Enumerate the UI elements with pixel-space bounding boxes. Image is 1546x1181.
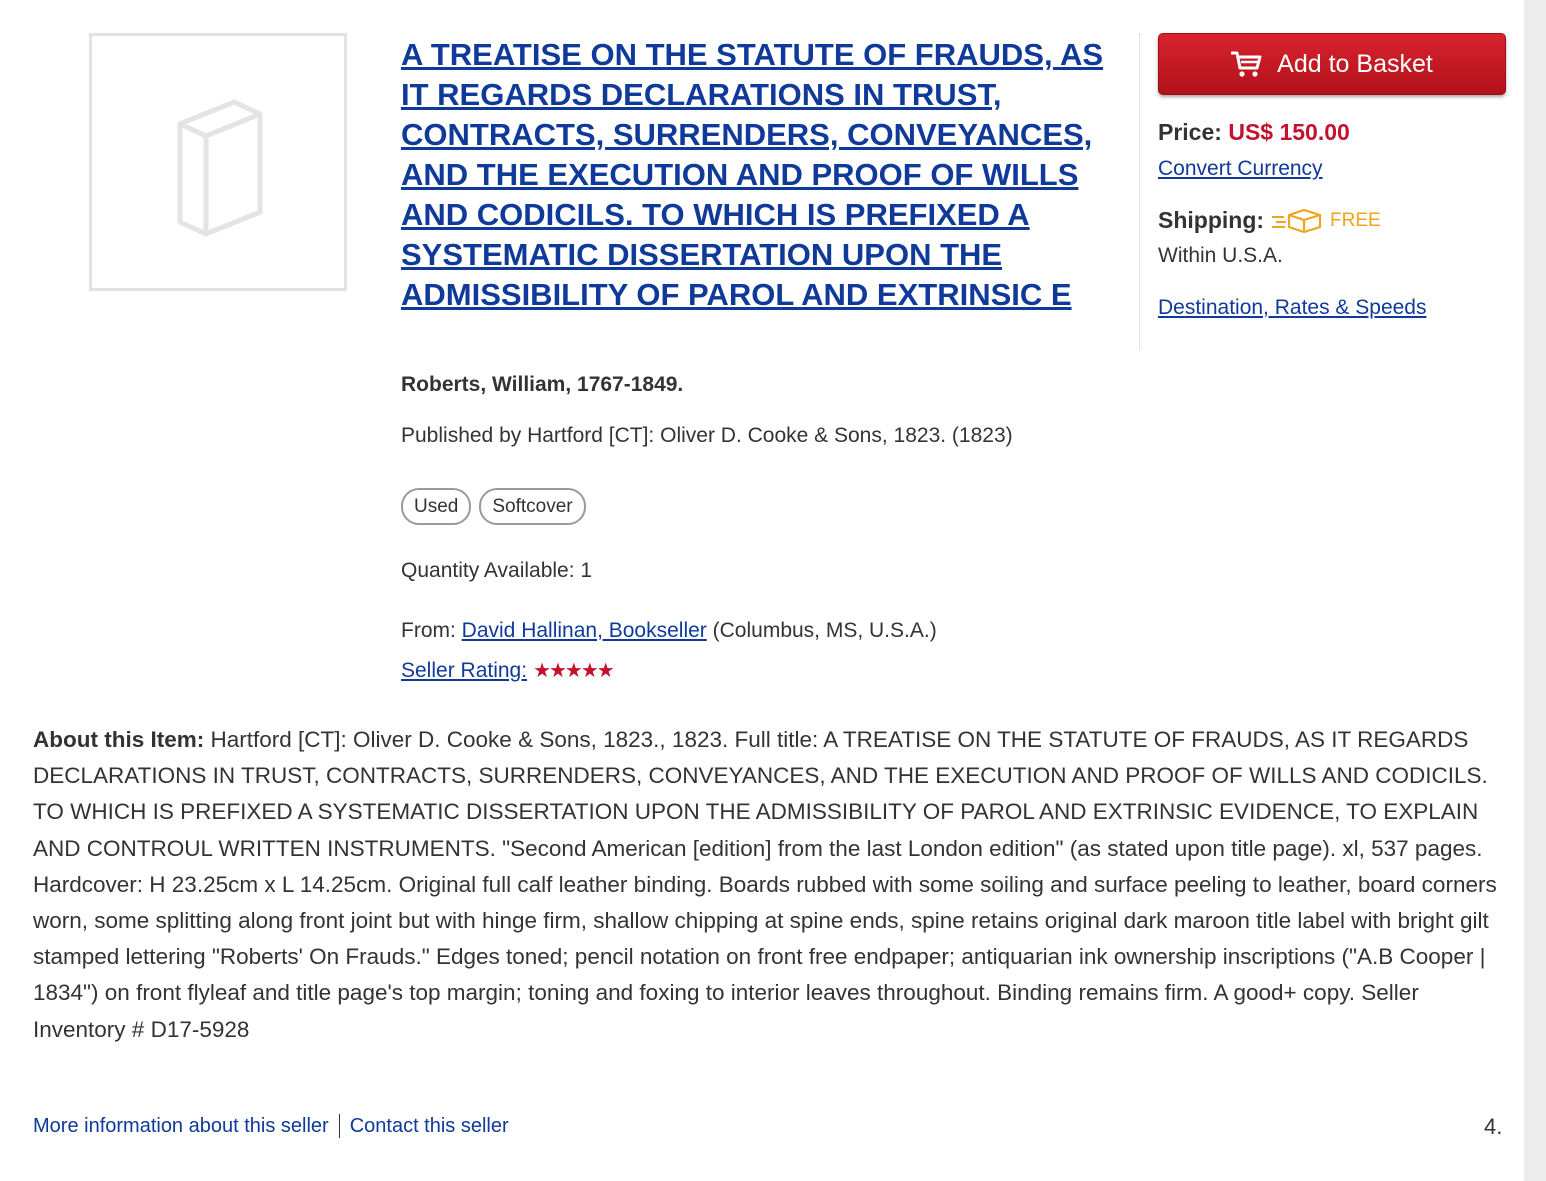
shipping-value: FREE (1330, 209, 1381, 231)
result-number: 4. (1484, 1114, 1503, 1139)
convert-currency (1158, 157, 1323, 181)
book-placeholder-icon (172, 94, 268, 244)
destination-rates (1158, 296, 1427, 320)
seller-links (33, 1114, 509, 1138)
cart-icon (1231, 50, 1263, 78)
tag-binding: Softcover (479, 488, 585, 525)
from-label: From: (401, 619, 456, 642)
contact-seller-link[interactable]: Contact this seller (349, 1114, 509, 1137)
seller-rating (401, 658, 613, 683)
about-this-item (33, 722, 1513, 1048)
destination-rates-link[interactable]: Destination, Rates & Speeds (1158, 296, 1427, 319)
seller-rating-link[interactable]: Seller Rating: (401, 658, 528, 682)
price-label: Price: (1158, 119, 1222, 145)
link-separator (339, 1114, 340, 1138)
shipping-region: Within U.S.A. (1158, 244, 1283, 267)
add-to-basket-label: Add to Basket (1277, 49, 1433, 78)
price-value: US$ 150.00 (1228, 119, 1350, 145)
seller-from (401, 619, 937, 643)
seller-name-link[interactable]: David Hallinan, Bookseller (461, 619, 707, 642)
about-text: Hartford [CT]: Oliver D. Cooke & Sons, 1823., 1823. Full title: A TREATISE ON THE STATUTE OF FRAUDS, AS IT REGARDS DECLARATIONS IN TRUST, CONTRACTS, SURRENDERS, CONVEYANCES, AND THE EXECUTION AND PROOF OF WILLS AND CODICILS. TO WHICH IS PREFIXED A SYSTEMATIC DISSERTATION UPON THE ADMISSIBILITY OF PAROL AND EXTRINSIC EVIDENCE, TO EXPLAIN AND CONTROUL WRITTEN INSTRUMENTS. "Second American [edition] from the last London edition" (as stated upon title page). xl, 537 pages. Hardcover: H 23.25cm x L 14.25cm. Original full calf leather binding. Boards rubbed with some soiling and surface peeling to leather, board corners worn, some splitting along front joint but with hinge firm, shallow chipping at spine ends, spine retains original dark maroon title label with bright gilt stamped lettering "Roberts' On Frauds." Edges toned; pencil notation on front free endpaper; antiquarian ink ownership inscriptions ("A.B Cooper | 1834") on front flyleaf and title page's top margin; toning and foxing to interior leaves throughout. Binding remains firm. A good+ copy. Seller Inventory # D17-5928 (33, 727, 1497, 1042)
book-author: Roberts, William, 1767-1849. (401, 373, 684, 396)
more-info-seller-link[interactable]: More information about this seller (33, 1114, 329, 1137)
fast-shipping-box-icon (1270, 208, 1324, 234)
book-title-link[interactable]: A TREATISE ON THE STATUTE OF FRAUDS, AS IT REGARDS DECLARATIONS IN TRUST, CONTRACTS, SURRENDERS, CONVEYANCES, AND THE EXECUTION AND PROOF OF WILLS AND CODICILS. TO WHICH IS PREFIXED A SYSTEMATIC DISSERTATION UPON THE ADMISSIBILITY OF PAROL AND EXTRINSIC E (401, 37, 1104, 312)
book-tags (401, 488, 586, 525)
scrollbar-track[interactable] (1524, 0, 1546, 1181)
about-label: About this Item: (33, 727, 205, 752)
shipping-label: Shipping: (1158, 207, 1265, 233)
rating-stars-icon: ★★★★★ (533, 660, 613, 682)
book-thumbnail[interactable] (89, 33, 347, 291)
publication-info: Published by Hartford [CT]: Oliver D. Cooke & Sons, 1823. (1823) (401, 424, 1013, 447)
tag-condition: Used (401, 488, 471, 525)
add-to-basket-button[interactable] (1158, 33, 1506, 95)
quantity-available: Quantity Available: 1 (401, 559, 593, 582)
convert-currency-link[interactable]: Convert Currency (1158, 157, 1323, 180)
column-divider (1139, 33, 1140, 349)
price (1158, 119, 1350, 146)
seller-location: (Columbus, MS, U.S.A.) (712, 619, 937, 642)
shipping (1158, 207, 1381, 234)
